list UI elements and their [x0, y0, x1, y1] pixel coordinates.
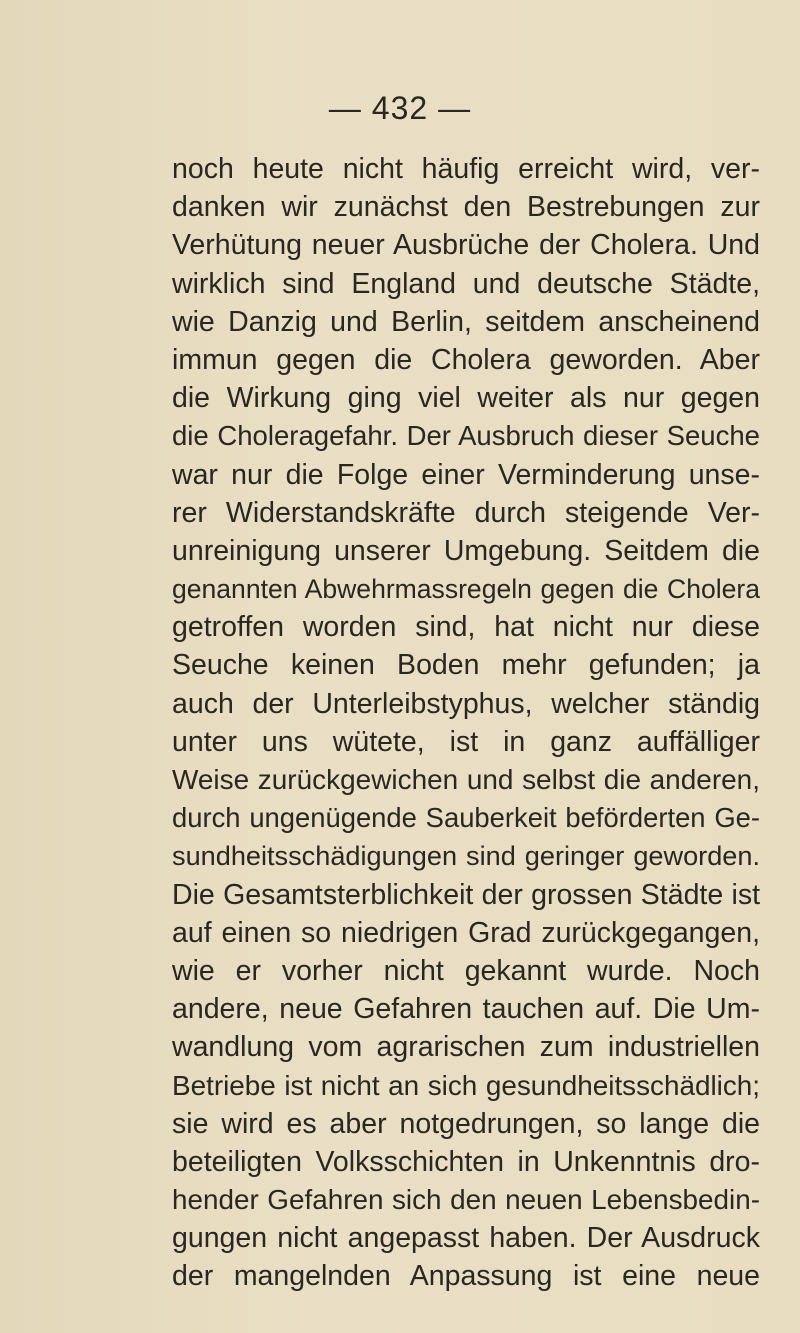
- text-line: Die Gesamtsterblichkeit der grossen Städte ist: [172, 878, 760, 911]
- text-line: wie Danzig und Berlin, seitdem anscheinend: [172, 305, 760, 338]
- text-line: wandlung vom agrarischen zum industriellen: [172, 1031, 760, 1064]
- text-line: Verhütung neuer Ausbrüche der Cholera. Und: [172, 229, 760, 262]
- text-line: war nur die Folge einer Verminderung unse-: [172, 458, 760, 491]
- text-line: gungen nicht angepasst haben. Der Ausdruck: [172, 1222, 760, 1255]
- text-line: die Wirkung ging viel weiter als nur gegen: [172, 382, 760, 415]
- text-line: auch der Unterleibstyphus, welcher ständig: [172, 687, 760, 720]
- text-line: unter uns wütete, ist in ganz auffälliger: [172, 725, 760, 758]
- text-line: beteiligten Volksschichten in Unkenntnis dro-: [172, 1145, 760, 1178]
- text-line: unreinigung unserer Umgebung. Seitdem die: [172, 534, 760, 567]
- text-line: der mangelnden Anpassung ist eine neue: [172, 1260, 760, 1293]
- text-line: sundheitsschädigungen sind geringer geworden.: [172, 840, 760, 872]
- text-line: getroffen worden sind, hat nicht nur diese: [172, 611, 760, 644]
- text-line: wie er vorher nicht gekannt wurde. Noch: [172, 954, 760, 987]
- text-line: immun gegen die Cholera geworden. Aber: [172, 343, 760, 376]
- text-line: hender Gefahren sich den neuen Lebensbedin-: [172, 1184, 760, 1216]
- text-line: auf einen so niedrigen Grad zurückgegangen,: [172, 916, 760, 949]
- text-line: Betriebe ist nicht an sich gesundheitsschädlich;: [172, 1069, 760, 1101]
- page-number: — 432 —: [328, 90, 472, 126]
- body-text: [172, 150, 760, 1296]
- text-line: die Choleragefahr. Der Ausbruch dieser Seuche: [172, 420, 760, 452]
- text-line: Seuche keinen Boden mehr gefunden; ja: [172, 649, 760, 682]
- text-line: genannten Abwehrmassregeln gegen die Cholera: [172, 574, 760, 605]
- text-line: wirklich sind England und deutsche Städte,: [172, 267, 760, 300]
- text-line: danken wir zunächst den Bestrebungen zur: [172, 191, 760, 224]
- text-line: noch heute nicht häufig erreicht wird, ver-: [172, 153, 760, 185]
- text-line: sie wird es aber notgedrungen, so lange die: [172, 1107, 760, 1140]
- text-line: andere, neue Gefahren tauchen auf. Die Um-: [172, 993, 760, 1026]
- text-line: rer Widerstandskräfte durch steigende Ver-: [172, 496, 760, 529]
- text-line: Weise zurückgewichen und selbst die anderen,: [172, 764, 760, 795]
- text-line: durch ungenügende Sauberkeit beförderten Ge-: [172, 802, 760, 834]
